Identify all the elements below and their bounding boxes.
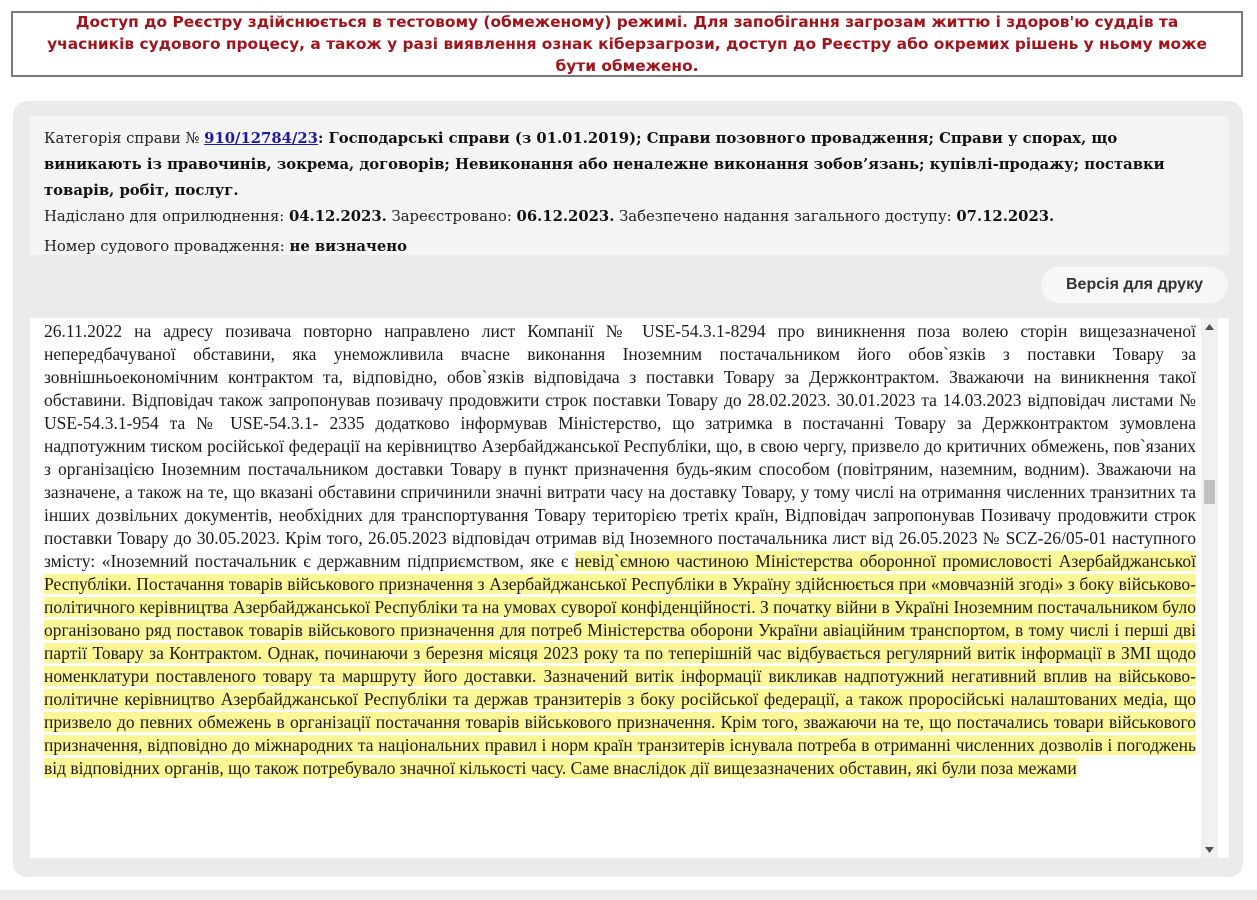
public-access-date-value: 07.12.2023. (956, 208, 1055, 225)
case-category-value: : Господарські справи (з 01.01.2019); Справи позовного провадження; Справи у спорах, що виникають із правочинів, зокрема, договорів; Невиконання або неналежне виконання зобов’язань; купівлі-продажу; поставки товарів, робіт, послуг. (44, 130, 1165, 199)
decision-text-viewer[interactable] (30, 318, 1229, 858)
access-notice-text: Доступ до Реєстру здійснюється в тестовому (обмеженому) режимі. Для запобігання загрозам життю і здоров'ю суддів та учасників судового процесу, а також у разі виявлення ознак кіберзагрози, доступ до Реєстру або окремих рішень у ньому може бути обмежено. (47, 13, 1207, 75)
sent-date-label: Надіслано для оприлюднення: (44, 208, 289, 225)
case-number-link[interactable]: 910/12784/23 (204, 130, 318, 147)
case-category-label: Категорія справи № (44, 130, 205, 147)
decision-text-highlighted: невід`ємною частиною Міністерства оборонної промисловості Азербайджанської Республіки. Постачання товарів військового призначення з Азербайджанської Республіки в Україну здійснюється при «мовчазній згоді» з боку військово-політичного керівництва Азербайджанської Республіки та на умовах суворої конфіденційності. З початку війни в Україні Іноземним постачальником було організовано ряд поставок товарів військового призначення для потреб Міністерства оборони України авіаційним транспортом, в тому числі і перші дві партії Товару за Контрактом. Однак, починаючи з березня місяця 2023 року та по теперішній час відбувається регулярний витік інформації в ЗМІ щодо номенклатури поставленого товару та маршруту його доставки. Зазначений витік інформації викликав надпотужний негативний вплив на військово-політичне керівництво Азербайджанської Республіки та держав транзитерів з боку російської федерації, а також проросійські налаштованих медіа, що призвело до певних обмежень в організації постачання товарів військового призначення. Крім того, зважаючи на те, що постачались товари військового призначення, відповідно до міжнародних та національних правил і норм країн транзитерів існувала потреба в отриманні численних дозволів і погоджень від відповідних органів, що також потребувало значної кількості часу. Саме внаслідок дії вищезазначених обставин, які були поза межами (44, 551, 1196, 778)
proceeding-number-row (44, 234, 1215, 260)
public-access-date-label: Забезпечено надання загального доступу: (614, 208, 957, 225)
print-version-button[interactable]: Версія для друку (1041, 267, 1228, 303)
scroll-down-arrow-icon[interactable] (1201, 841, 1218, 858)
registered-date-value: 06.12.2023. (516, 208, 615, 225)
case-category-row (44, 126, 1215, 204)
sent-date-value: 04.12.2023. (288, 208, 387, 225)
proceeding-number-label: Номер судового провадження: (44, 238, 290, 255)
proceeding-number-value: не визначено (289, 238, 407, 255)
case-dates-row (44, 204, 1215, 230)
access-notice-banner (11, 11, 1243, 77)
scroll-up-arrow-icon[interactable] (1201, 318, 1218, 335)
registered-date-label: Зареєстровано: (386, 208, 517, 225)
case-metadata-panel (30, 116, 1229, 255)
decision-text-plain: 26.11.2022 на адресу позивача повторно направлено лист Компанії № USE-54.3.1-8294 про виникнення поза волею сторін вищезазначеної непередбачуваної обставини, яка унеможливила вчасне виконання Іноземним постачальником його обов`язків з поставки Товару за зовнішньоекономічним контрактом та, відповідно, обов`язків відповідача з поставки Товару за Держконтрактом. Зважаючи на виникнення такої обставини. Відповідач також запропонував позивачу продовжити строк поставки Товару до 28.02.2023. 30.01.2023 та 14.03.2023 відповідач листами № USE-54.3.1-954 та № USE-54.3.1- 2335 додатково інформував Міністерство, що затримка в постачанні Товару за Держконтрактом зумовлена надпотужним тиском російської федерації на керівництво Азербайджанської Республіки, що, в свою чергу, призвело до критичних обмежень, пов`язаних з організацією Іноземним постачальником доставки Товару в пункт призначення будь-яким способом (повітряним, наземним, водним). Зважаючи на зазначене, а також на те, що вказані обставини спричинили значні витрати часу на доставку Товару, у тому числі на отримання численних транзитних та інших дозвільних документів, необхідних для транспортування Товару територією третіх країн, Відповідач запропонував Позивачу продовжити строк поставки Товару до 30.05.2023. Крім того, 26.05.2023 відповідач отримав від Іноземного постачальника лист від 26.05.2023 № SCZ-26/05-01 наступного змісту: «Іноземний постачальник є державним підприємством, яке є (44, 321, 1196, 571)
text-scrollbar[interactable] (1201, 318, 1218, 858)
scrollbar-thumb[interactable] (1204, 480, 1215, 504)
page-footer-strip (0, 890, 1257, 900)
decision-text-body (44, 320, 1196, 780)
